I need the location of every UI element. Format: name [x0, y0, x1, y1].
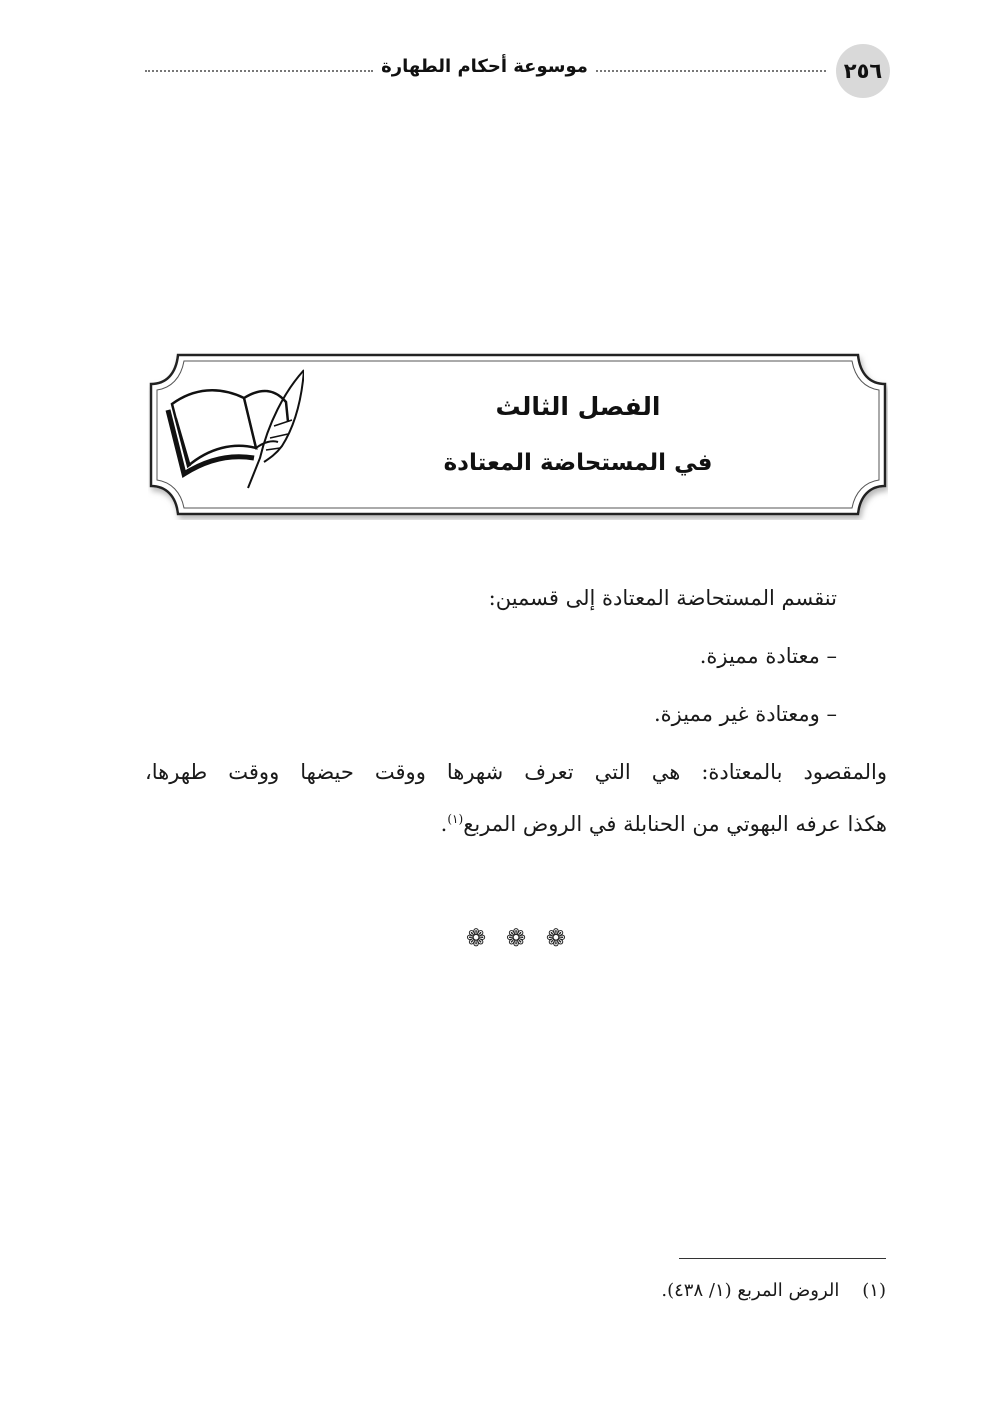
book-and-quill-icon: [164, 362, 304, 492]
flower-ornament-icon: ❁: [505, 924, 527, 952]
footnote-separator: [679, 1258, 886, 1259]
list-item: – ومعتادة غير مميزة.: [653, 702, 837, 726]
chapter-heading: [328, 352, 828, 520]
header-dotted-leader-right: [596, 70, 826, 72]
footnote-text: الروض المربع (١/ ٤٣٨).: [661, 1280, 840, 1301]
paragraph-line-end: .: [440, 812, 448, 836]
paragraph-line: والمقصود بالمعتادة: هي التي تعرف شهرها ووقت حيضها ووقت طهرها،: [145, 760, 887, 784]
flower-ornament-icon: ❁: [466, 924, 487, 952]
paragraph-line: [441, 812, 887, 836]
running-title: موسوعة أحكام الطهارة: [381, 56, 588, 77]
page-number: ٢٥٦: [836, 44, 890, 98]
header-dotted-leader-left: [145, 70, 373, 72]
footnote-marker: (١): [862, 1280, 886, 1301]
flower-ornament-icon: ❁: [545, 924, 566, 952]
paragraph-line-text: هكذا عرفه البهوتي من الحنابلة في الروض المربع: [463, 812, 887, 836]
footnote-reference: (١): [447, 812, 464, 826]
chapter-title: الفصل الثالث: [495, 392, 661, 421]
intro-line: تنقسم المستحاضة المعتادة إلى قسمين:: [488, 586, 837, 610]
footnote: [661, 1280, 886, 1301]
section-divider-ornaments: [466, 924, 566, 952]
list-item: – معتادة مميزة.: [699, 644, 837, 668]
page-header: [145, 44, 890, 98]
chapter-subtitle: في المستحاضة المعتادة: [443, 450, 713, 476]
chapter-title-box: [148, 352, 888, 520]
